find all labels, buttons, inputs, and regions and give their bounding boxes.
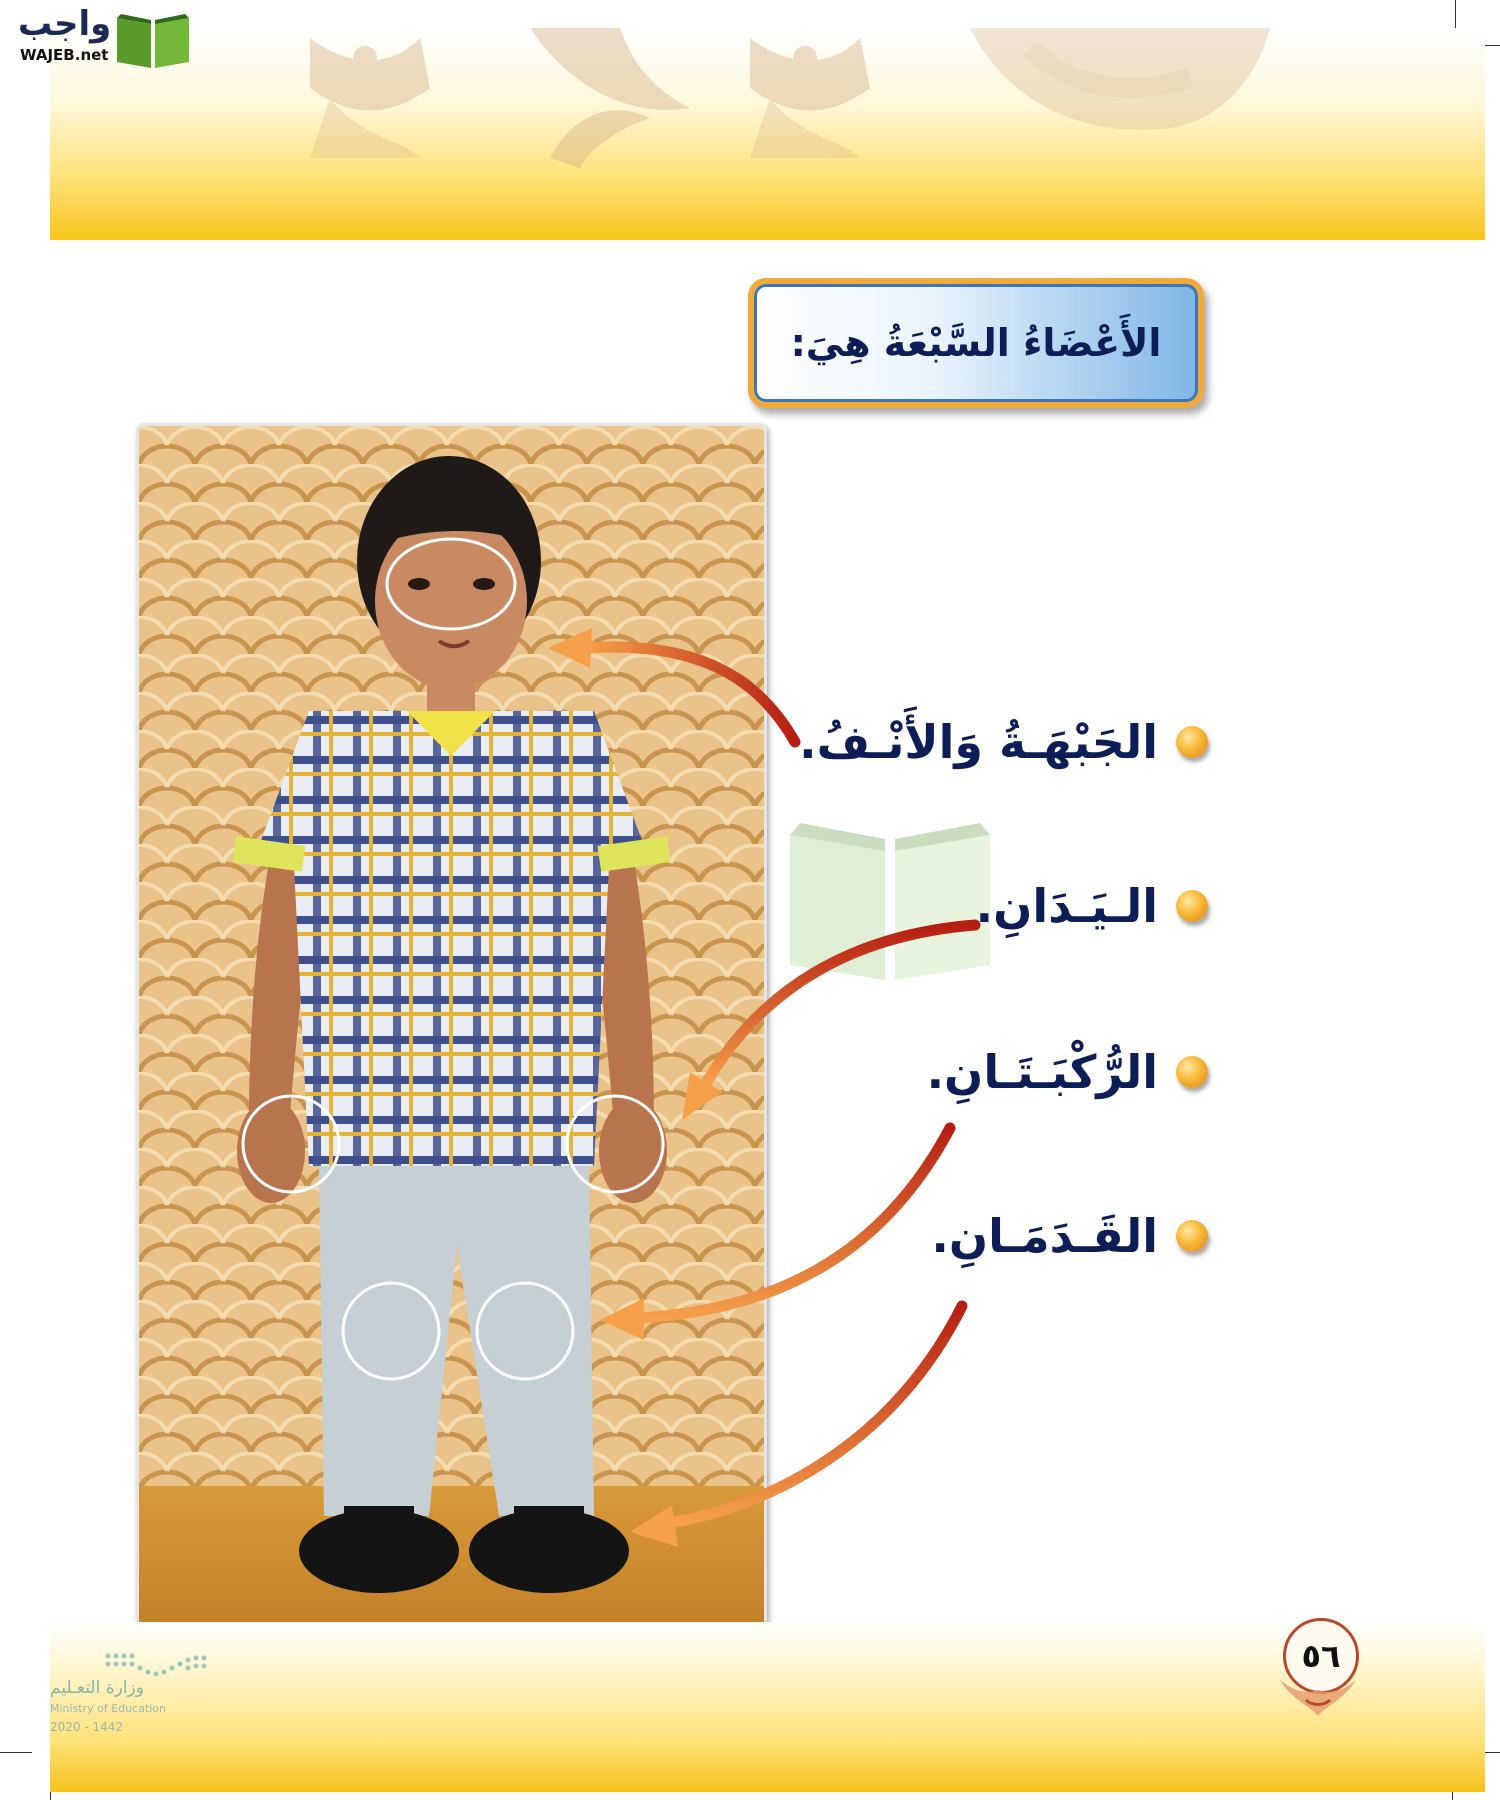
bullet-icon — [1176, 890, 1208, 922]
ministry-english: Ministry of Education — [50, 1702, 167, 1715]
ministry-year: 2020 - 1442 — [50, 1720, 124, 1734]
bullet-icon — [1176, 1056, 1208, 1088]
arrow-to-knees — [600, 1128, 950, 1340]
arrow-to-feet — [630, 1306, 962, 1547]
arrow-to-forehead — [548, 628, 795, 742]
ministry-arabic: وزارة التعـليم — [50, 1678, 144, 1698]
item-hands: الـيَـدَانِ. — [975, 879, 1158, 933]
footer-band — [50, 1622, 1485, 1792]
bullet-icon — [1176, 726, 1208, 758]
item-feet: القَـدَمَـانِ. — [931, 1209, 1158, 1263]
item-forehead-nose: الجَبْهَـةُ وَالأَنْـفُ. — [799, 715, 1158, 769]
list-item — [799, 702, 1208, 782]
list-item — [976, 866, 1208, 946]
list-item — [931, 1196, 1208, 1276]
bullet-icon — [1176, 1220, 1208, 1252]
section-title: الأَعْضَاءُ السَّبْعَةُ هِيَ: — [790, 321, 1162, 365]
ministry-logo — [48, 1650, 248, 1750]
logo-latin-text: WAJEB.net — [20, 46, 109, 64]
logo-arabic-text: واجب — [18, 4, 112, 44]
list-item — [927, 1032, 1208, 1112]
ministry-dots-icon — [103, 1650, 213, 1678]
page-number-ornament-icon — [1272, 1660, 1364, 1720]
item-knees: الرُّكْبَـتَـانِ. — [926, 1045, 1158, 1099]
page-number: ٥٦ — [1283, 1618, 1359, 1694]
